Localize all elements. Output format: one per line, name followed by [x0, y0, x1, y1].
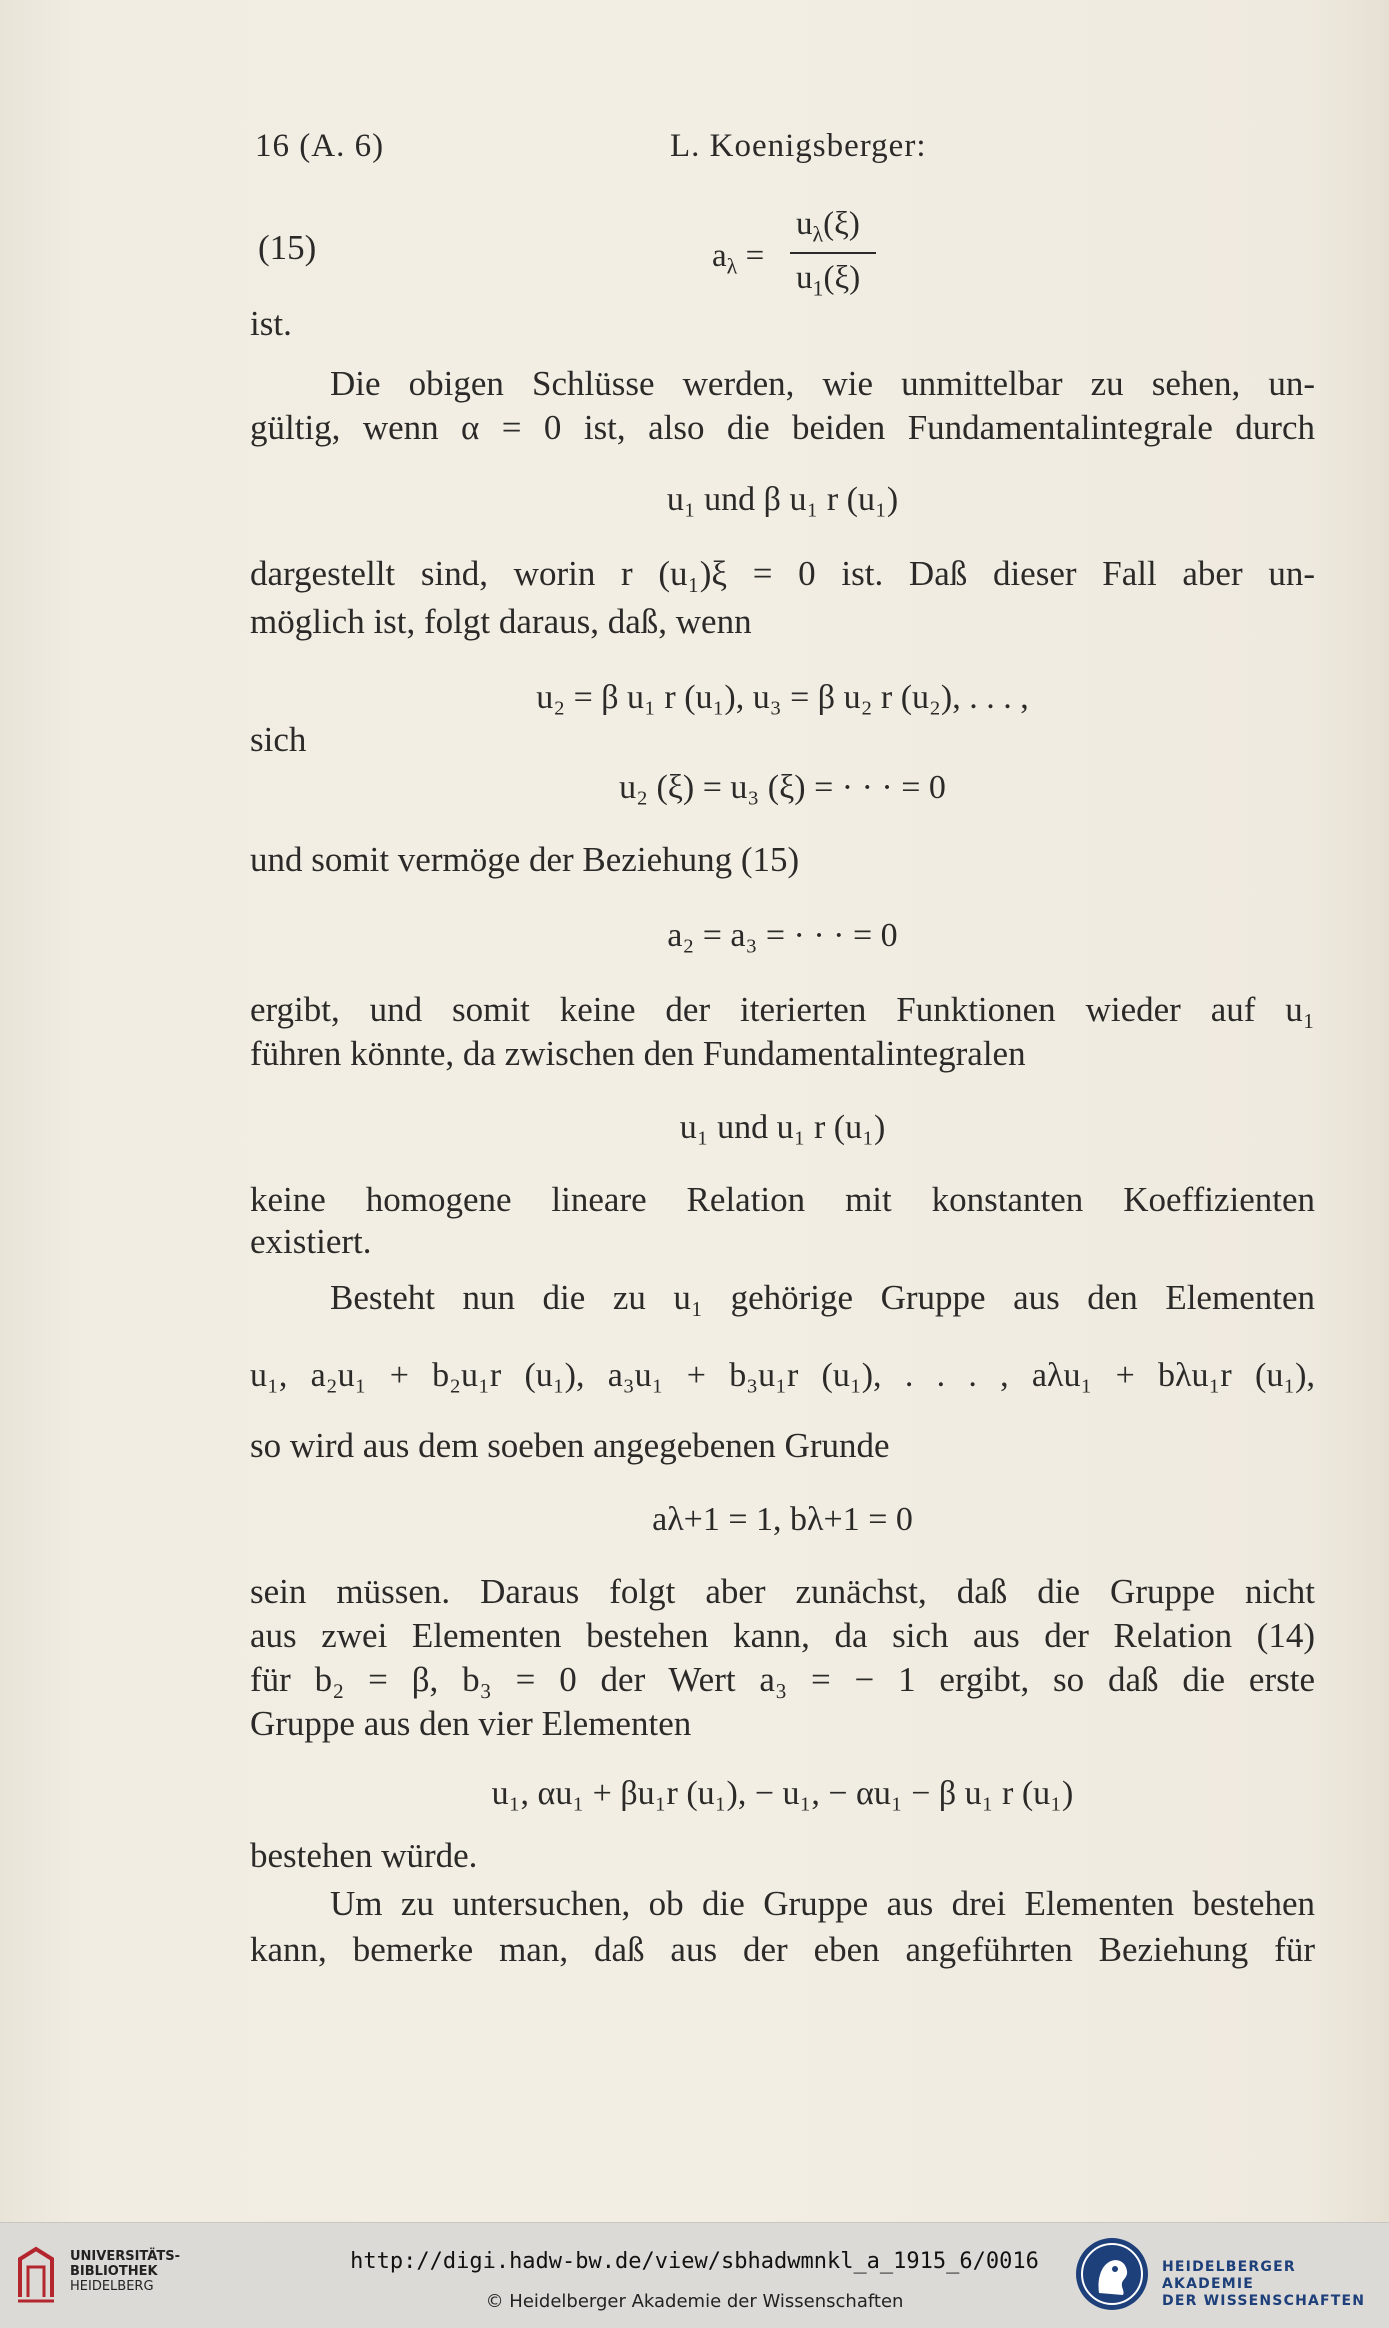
text-line: ist.	[250, 304, 292, 343]
text-line: gültig, wenn α = 0 ist, also die beiden Fundamentalintegrale durch	[250, 408, 1315, 447]
eq15-lhs: $a_\lambda$ =	[712, 238, 765, 279]
text-line: Die obigen Schlüsse werden, wie unmittelbar zu sehen, un-	[330, 364, 1315, 403]
running-author: L. Koenigsberger:	[670, 128, 927, 164]
text-line: für b₂ = β, b₃ = 0 der Wert a₃ = − 1 ergibt, so daß die erste	[250, 1660, 1315, 1699]
text-line: aus zwei Elementen bestehen kann, da sich aus der Relation (14)	[250, 1616, 1315, 1655]
display-equation: u₂ = β u₁ r (u₁), u₃ = β u₂ r (u₂), . . . ,	[536, 679, 1029, 716]
footer-bar	[0, 2222, 1389, 2328]
display-equation: u₁ und u₁ r (u₁)	[679, 1109, 886, 1146]
text-line: dargestellt sind, worin r (u₁)ξ = 0 ist. Daß dieser Fall aber un-	[250, 554, 1315, 593]
text-line: Gruppe aus den vier Elementen	[250, 1704, 692, 1743]
text-line: kann, bemerke man, daß aus der eben angeführten Beziehung für	[250, 1930, 1315, 1969]
display-equation: u₂ (ξ) = u₃ (ξ) = · · · = 0	[619, 769, 946, 806]
eq15-denominator: $u_1(\xi)$	[796, 260, 861, 301]
text-line: sich	[250, 720, 307, 759]
text-line: so wird aus dem soeben angegebenen Grunde	[250, 1426, 890, 1465]
permalink[interactable]: http://digi.hadw-bw.de/view/sbhadwmnkl_a_1915_6/0016	[350, 2249, 1039, 2274]
text-line: und somit vermöge der Beziehung (15)	[250, 840, 800, 879]
text-line: möglich ist, folgt daraus, daß, wenn	[250, 602, 752, 641]
text-line: führen könnte, da zwischen den Fundamentalintegralen	[250, 1034, 1026, 1073]
text-line: Besteht nun die zu u₁ gehörige Gruppe aus den Elementen	[330, 1278, 1315, 1317]
display-equation: u₁ und β u₁ r (u₁)	[666, 481, 899, 518]
text-line: existiert.	[250, 1222, 372, 1261]
eq15-numerator: $u_\lambda(\xi)$	[796, 206, 860, 247]
display-equation: u₁, αu₁ + βu₁r (u₁), − u₁, − αu₁ − β u₁ r (u₁)	[491, 1775, 1074, 1812]
page-number: 16 (A. 6)	[255, 128, 385, 164]
text-line: ergibt, und somit keine der iterierten Funktionen wieder auf u₁	[250, 990, 1315, 1029]
text-line: Um zu untersuchen, ob die Gruppe aus drei Elementen bestehen	[330, 1884, 1315, 1923]
text-line: keine homogene lineare Relation mit konstanten Koeffizienten	[250, 1180, 1315, 1219]
fraction-bar	[790, 252, 876, 254]
text-line: bestehen würde.	[250, 1836, 478, 1875]
copyright-notice: © Heidelberger Akademie der Wissenschaften	[485, 2291, 904, 2312]
display-equation: u₁, a₂u₁ + b₂u₁r (u₁), a₃u₁ + b₃u₁r (u₁), . . . , aλu₁ + bλu₁r (u₁),	[250, 1357, 1315, 1394]
equation-number-15: (15)	[258, 228, 317, 267]
display-equation: aλ+1 = 1, bλ+1 = 0	[652, 1501, 913, 1538]
academy-seal-icon	[1073, 2235, 1151, 2313]
display-equation: a₂ = a₃ = · · · = 0	[667, 917, 898, 954]
text-line: sein müssen. Daraus folgt aber zunächst, daß die Gruppe nicht	[250, 1572, 1315, 1611]
library-name: UNIVERSITÄTS- BIBLIOTHEK HEIDELBERG	[70, 2249, 180, 2294]
academy-name: HEIDELBERGER AKADEMIE DER WISSENSCHAFTEN	[1162, 2259, 1366, 2309]
